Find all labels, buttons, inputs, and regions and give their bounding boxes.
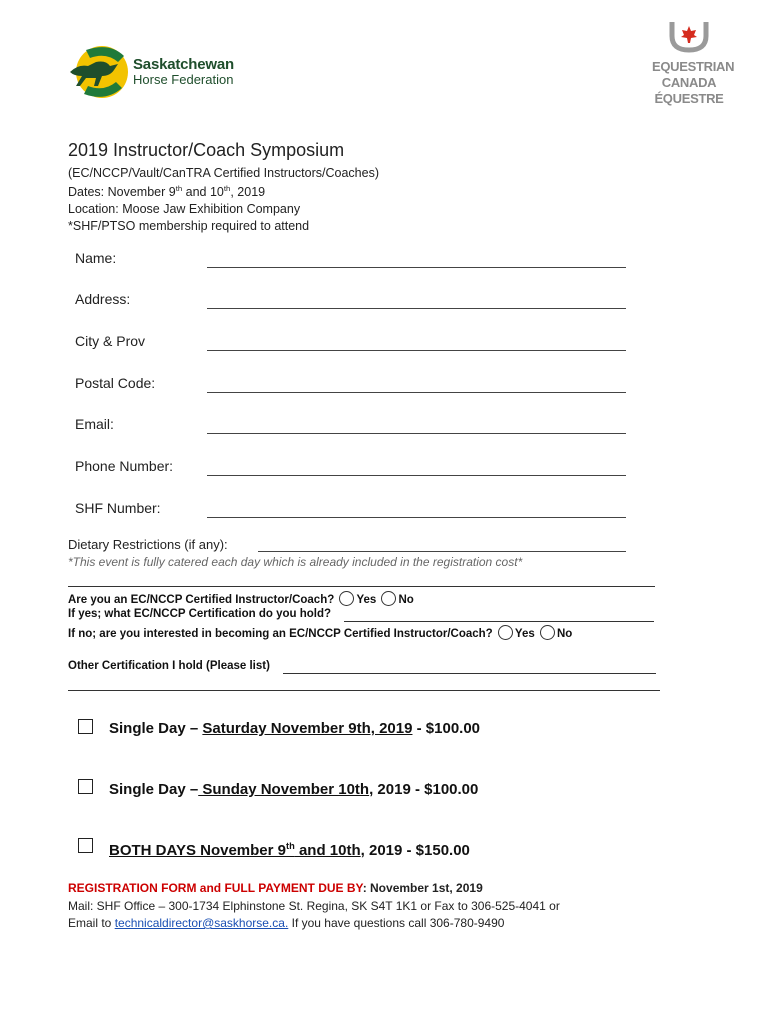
mail-info: Mail: SHF Office – 300-1734 Elphinstone St. Regina, SK S4T 1K1 or Fax to 306-525-4041 or [68, 899, 560, 913]
other-certification-field-line2[interactable] [68, 690, 660, 691]
separator-line [68, 586, 655, 587]
postal-code-label: Postal Code: [75, 375, 156, 391]
email-field[interactable] [207, 433, 626, 434]
catering-note: *This event is fully catered each day which is already included in the registration cost* [68, 555, 523, 569]
question-interested: If no; are you interested in becoming an EC/NCCP Certified Instructor/Coach? Yes No [68, 625, 572, 640]
dietary-label: Dietary Restrictions (if any): [68, 537, 228, 552]
interested-no-radio[interactable] [540, 625, 555, 640]
membership-note: *SHF/PTSO membership required to attend [68, 219, 310, 233]
certification-held-field[interactable] [344, 621, 654, 622]
shf-number-field[interactable] [207, 517, 626, 518]
shf-name-line2: Horse Federation [133, 72, 234, 87]
email-info: Email to technicaldirector@saskhorse.ca. If you have questions call 306-780-9490 [68, 916, 505, 930]
question-certified: Are you an EC/NCCP Certified Instructor/Coach? Yes No [68, 591, 414, 606]
email-link[interactable]: technicaldirector@saskhorse.ca. [114, 916, 289, 930]
location: Location: Moose Jaw Exhibition Company [68, 202, 301, 216]
option-saturday: Single Day – Saturday November 9th, 2019 - $100.00 [109, 720, 481, 737]
subtitle: (EC/NCCP/Vault/CanTRA Certified Instructors/Coaches) [68, 166, 379, 180]
city-prov-label: City & Prov [75, 333, 146, 349]
question-certification-held: If yes; what EC/NCCP Certification do you hold? [68, 608, 332, 620]
dates: Dates: November 9th and 10th, 2019 [68, 184, 266, 200]
yes-radio[interactable] [339, 591, 354, 606]
address-label: Address: [75, 291, 131, 307]
sunday-checkbox[interactable] [78, 779, 93, 794]
email-label: Email: [75, 416, 114, 432]
name-label: Name: [75, 250, 117, 266]
no-radio[interactable] [381, 591, 396, 606]
interested-no-label: No [556, 628, 573, 640]
interested-yes-radio[interactable] [498, 625, 513, 640]
ec-word-2: CANADA [661, 75, 717, 90]
shf-number-label: SHF Number: [75, 500, 161, 516]
ec-word-1: EQUESTRIAN [652, 59, 735, 74]
dietary-field[interactable] [258, 551, 626, 552]
saturday-checkbox[interactable] [78, 719, 93, 734]
ec-word-3: ÉQUESTRE [654, 91, 724, 106]
phone-label: Phone Number: [75, 458, 174, 474]
other-certification-field[interactable] [283, 673, 656, 674]
yes-label: Yes [356, 594, 377, 606]
other-certification-label: Other Certification I hold (Please list) [68, 660, 270, 672]
option-sunday: Single Day – Sunday November 10th, 2019 - $100.00 [109, 781, 479, 798]
page-title: 2019 Instructor/Coach Symposium [68, 140, 345, 160]
horseshoe-maple-icon [652, 20, 726, 54]
phone-field[interactable] [207, 475, 626, 476]
interested-yes-label: Yes [514, 628, 535, 640]
payment-due: REGISTRATION FORM and FULL PAYMENT DUE BY: November 1st, 2019 [68, 881, 483, 895]
address-field[interactable] [207, 308, 626, 309]
option-both-days: BOTH DAYS November 9th and 10th, 2019 - $150.00 [109, 841, 470, 859]
postal-code-field[interactable] [207, 392, 626, 393]
no-label: No [398, 594, 414, 606]
name-field[interactable] [207, 267, 626, 268]
both-days-checkbox[interactable] [78, 838, 93, 853]
shf-name-line1: Saskatchewan [133, 56, 234, 73]
equestrian-canada-logo [652, 20, 735, 106]
city-prov-field[interactable] [207, 350, 626, 351]
